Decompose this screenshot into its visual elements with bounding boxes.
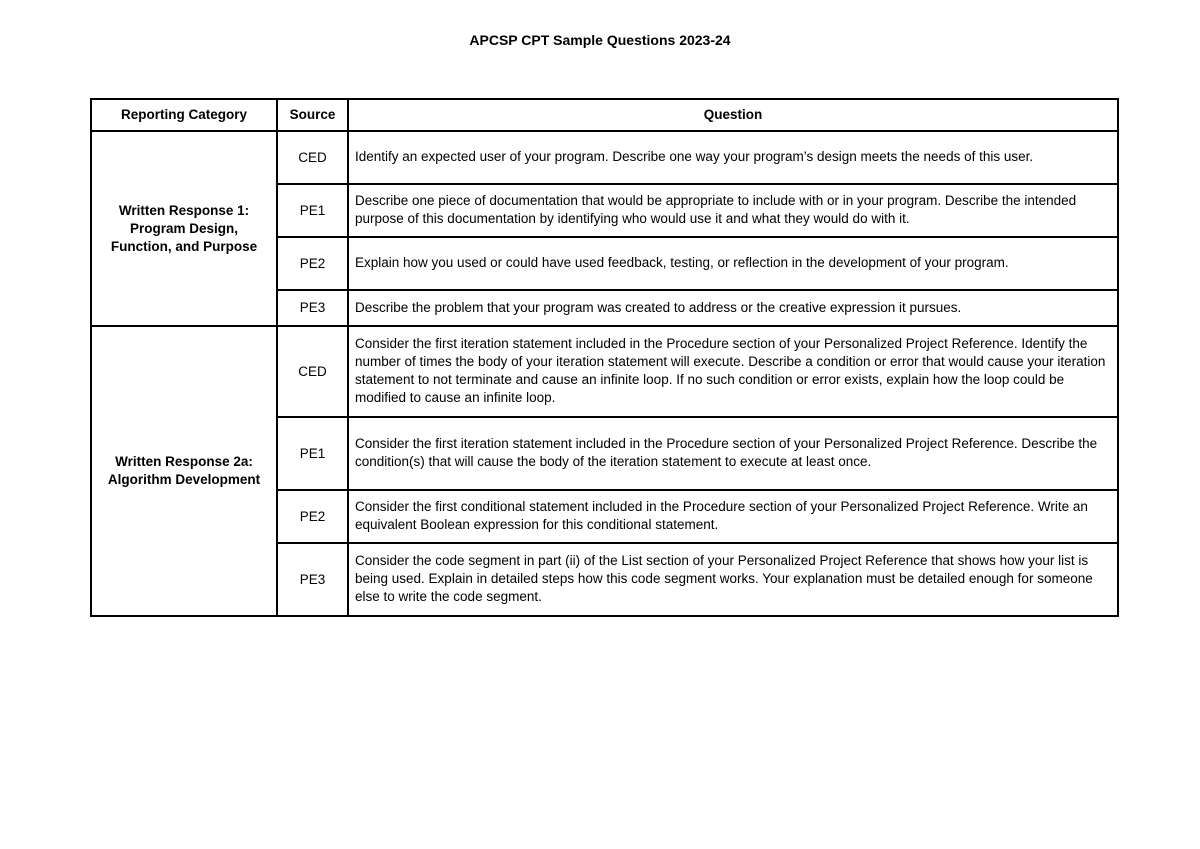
table-header-row [91, 99, 1118, 131]
source-cell: PE1 [277, 417, 348, 490]
source-cell: PE1 [277, 184, 348, 237]
question-cell: Explain how you used or could have used feedback, testing, or reflection in the development of your program. [348, 237, 1118, 290]
header-source: Source [277, 99, 348, 131]
question-cell: Describe the problem that your program was created to address or the creative expression it pursues. [348, 290, 1118, 326]
source-cell: CED [277, 131, 348, 184]
source-cell: CED [277, 326, 348, 417]
header-question: Question [348, 99, 1118, 131]
category-cell-written-response-2a: Written Response 2a: Algorithm Development [91, 326, 277, 616]
question-cell: Consider the first conditional statement included in the Procedure section of your Personalized Project Reference. Write an equivalent Boolean expression for this conditional statement. [348, 490, 1118, 543]
questions-table [90, 98, 1119, 617]
source-cell: PE3 [277, 290, 348, 326]
source-cell: PE2 [277, 490, 348, 543]
question-cell: Consider the first iteration statement included in the Procedure section of your Personalized Project Reference. Identify the number of times the body of your iteration statement will execute. Describe a condition or error that would cause your iteration statement to not terminate and cause an infinite loop. If no such condition or error exists, explain how the loop could be modified to cause an infinite loop. [348, 326, 1118, 417]
category-cell-written-response-1: Written Response 1: Program Design, Function, and Purpose [91, 131, 277, 326]
source-cell: PE3 [277, 543, 348, 616]
source-cell: PE2 [277, 237, 348, 290]
header-reporting-category: Reporting Category [91, 99, 277, 131]
table-row [91, 326, 1118, 417]
table-row [91, 131, 1118, 184]
document-title: APCSP CPT Sample Questions 2023-24 [469, 32, 731, 48]
question-cell: Describe one piece of documentation that would be appropriate to include with or in your program. Describe the intended purpose of this documentation by identifying who would use it and what they would do with it. [348, 184, 1118, 237]
question-cell: Consider the code segment in part (ii) of the List section of your Personalized Project Reference that shows how your list is being used. Explain in detailed steps how this code segment works. Your explanation must be detailed enough for someone else to write the code segment. [348, 543, 1118, 616]
question-cell: Identify an expected user of your program. Describe one way your program’s design meets the needs of this user. [348, 131, 1118, 184]
question-cell: Consider the first iteration statement included in the Procedure section of your Personalized Project Reference. Describe the condition(s) that will cause the body of the iteration statement to execute at least once. [348, 417, 1118, 490]
